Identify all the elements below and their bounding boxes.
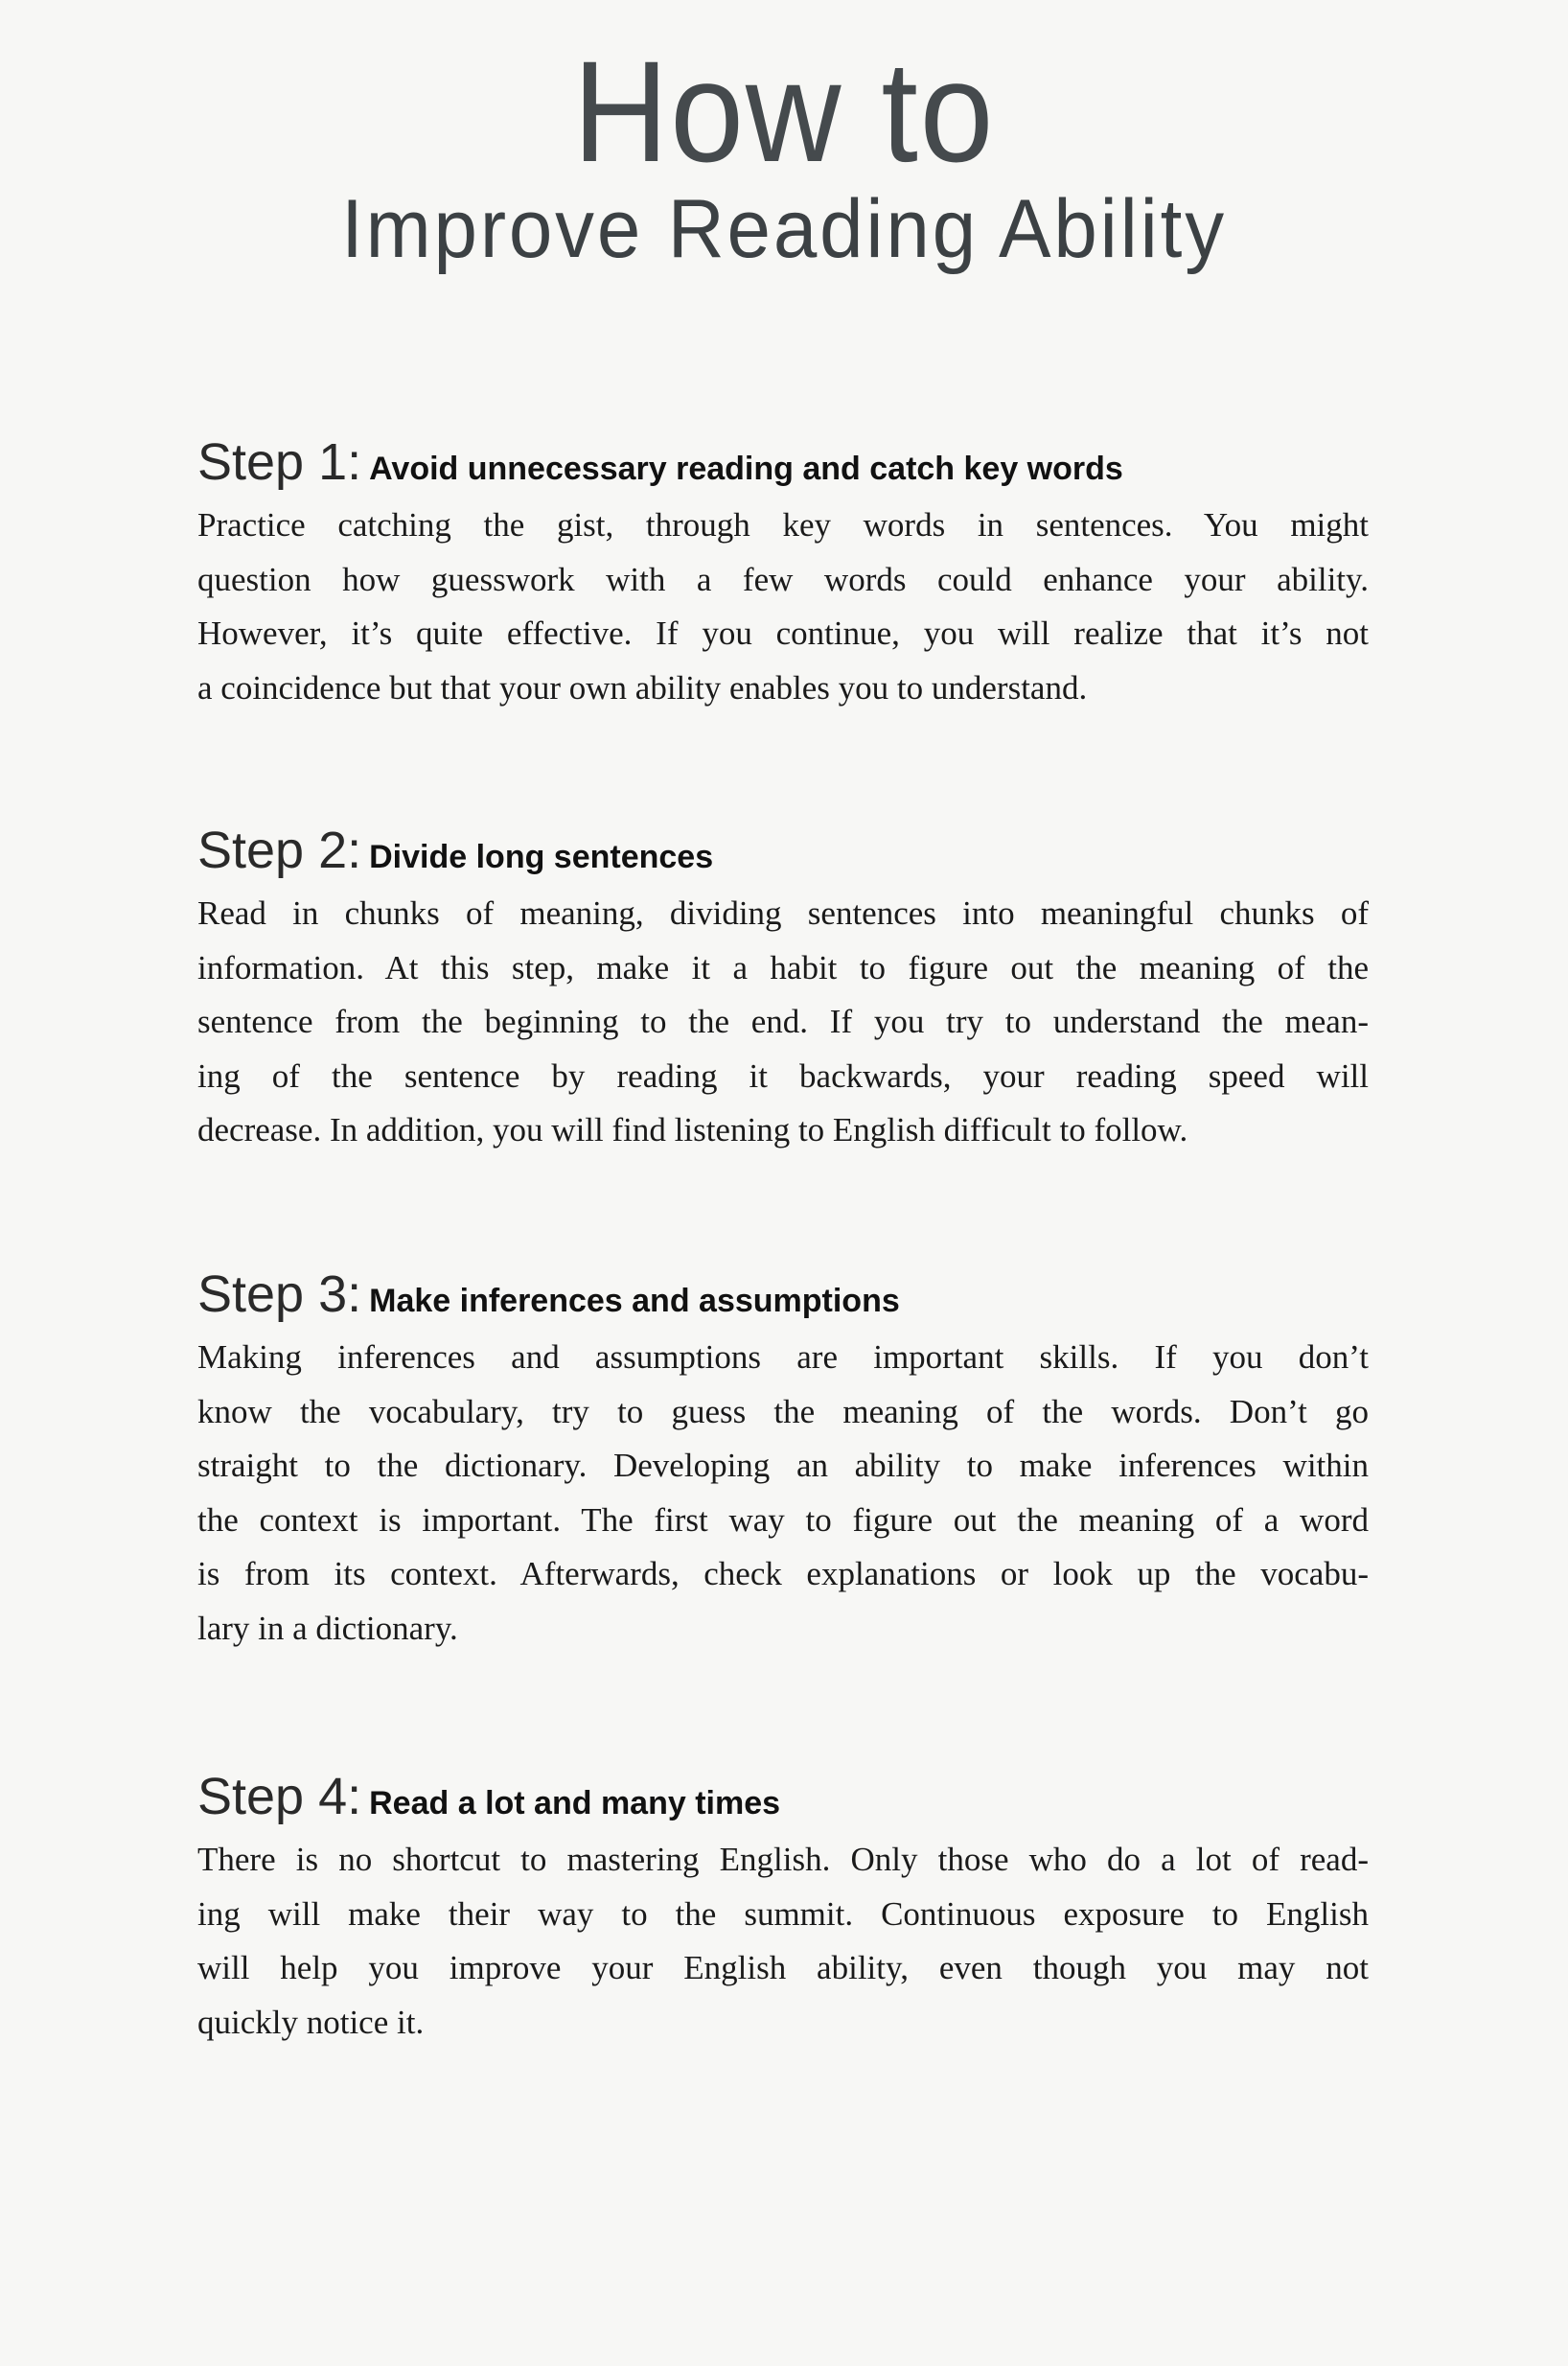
text-line: Read in chunks of meaning, dividing sentences into meaningful chunks of <box>197 894 1369 932</box>
text-line: However, it’s quite effective. If you continue, you will realize that it’s not <box>197 615 1369 652</box>
step-body <box>197 1833 1369 2050</box>
step-3 <box>197 1264 1369 1656</box>
text-line: is from its context. Afterwards, check explanations or look up the vocabu- <box>197 1555 1369 1592</box>
text-line: sentence from the beginning to the end. If you try to understand the mean- <box>197 1003 1369 1040</box>
step-title: Read a lot and many times <box>369 1785 781 1821</box>
step-label: Step 2: <box>197 822 362 879</box>
text-line: question how guesswork with a few words could enhance your ability. <box>197 560 1369 598</box>
step-2 <box>197 820 1369 1158</box>
text-line: Making inferences and assumptions are important skills. If you don’t <box>197 1338 1369 1376</box>
text-line: know the vocabulary, try to guess the meaning of the words. Don’t go <box>197 1392 1369 1430</box>
step-body <box>197 499 1369 715</box>
step-heading <box>197 1264 1369 1325</box>
step-heading <box>197 431 1369 493</box>
step-heading <box>197 1766 1369 1827</box>
step-1 <box>197 431 1369 715</box>
step-label: Step 4: <box>197 1768 362 1825</box>
text-line: will help you improve your English ability, even though you may not <box>197 1949 1369 1986</box>
text-line: a coincidence but that your own ability enables you to understand. <box>197 668 1088 707</box>
title-line-2: Improve Reading Ability <box>341 183 1227 275</box>
text-line: information. At this step, make it a habit to figure out the meaning of the <box>197 948 1369 986</box>
step-title: Divide long sentences <box>369 839 714 875</box>
step-label: Step 1: <box>197 433 362 491</box>
step-4 <box>197 1766 1369 2050</box>
text-line: There is no shortcut to mastering English. Only those who do a lot of read- <box>197 1841 1369 1878</box>
text-line: lary in a dictionary. <box>197 1609 458 1647</box>
step-title: Avoid unnecessary reading and catch key words <box>369 451 1123 487</box>
text-line: Practice catching the gist, through key words in sentences. You might <box>197 506 1369 544</box>
step-title: Make inferences and assumptions <box>369 1283 900 1319</box>
step-label: Step 3: <box>197 1265 362 1323</box>
text-line: decrease. In addition, you will find listening to English difficult to follow. <box>197 1111 1188 1148</box>
step-body <box>197 1331 1369 1656</box>
text-line: ing of the sentence by reading it backwards, your reading speed will <box>197 1056 1369 1095</box>
text-line: quickly notice it. <box>197 2003 425 2041</box>
text-line: the context is important. The first way to figure out the meaning of a word <box>197 1500 1369 1539</box>
text-line: ing will make their way to the summit. Continuous exposure to English <box>197 1894 1369 1933</box>
title-line-1: How to <box>572 31 996 192</box>
step-heading <box>197 820 1369 881</box>
step-body <box>197 887 1369 1158</box>
text-line: straight to the dictionary. Developing an ability to make inferences within <box>197 1447 1369 1484</box>
